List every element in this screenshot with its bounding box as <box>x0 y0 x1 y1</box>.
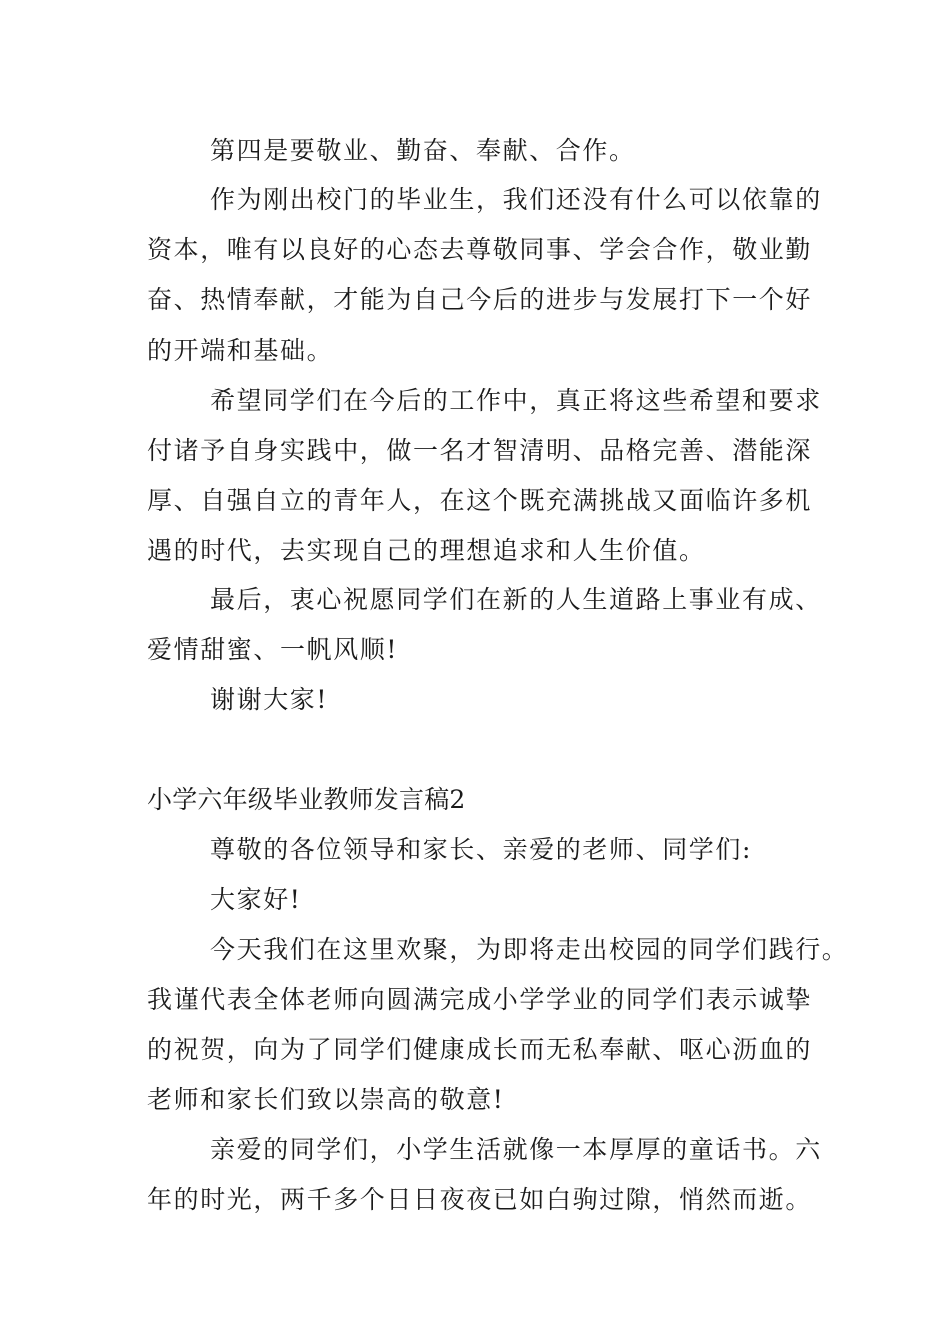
paragraph-line: 今天我们在这里欢聚，为即将走出校园的同学们践行。 <box>210 935 849 964</box>
greeting-line: 大家好! <box>210 885 302 914</box>
paragraph-line: 第四是要敬业、勤奋、奉献、合作。 <box>210 136 636 165</box>
paragraph-line: 付诸予自身实践中，做一名才智清明、品格完善、潜能深 <box>147 436 813 465</box>
paragraph-line: 遇的时代，去实现自己的理想追求和人生价值。 <box>147 536 706 565</box>
paragraph-line: 亲爱的同学们，小学生活就像一本厚厚的童话书。六 <box>210 1135 822 1164</box>
greeting-line: 尊敬的各位领导和家长、亲爱的老师、同学们: <box>210 835 753 864</box>
paragraph-line: 的开端和基础。 <box>147 336 334 365</box>
paragraph-line: 希望同学们在今后的工作中，真正将这些希望和要求 <box>210 386 822 415</box>
paragraph-line: 最后，衷心祝愿同学们在新的人生道路上事业有成、 <box>210 585 822 614</box>
section-heading: 小学六年级毕业教师发言稿2 <box>147 785 466 814</box>
paragraph-line: 厚、自强自立的青年人，在这个既充满挑战又面临许多机 <box>147 486 813 515</box>
paragraph-line: 的祝贺，向为了同学们健康成长而无私奉献、呕心沥血的 <box>147 1035 813 1064</box>
paragraph-line: 作为刚出校门的毕业生，我们还没有什么可以依靠的 <box>210 185 822 214</box>
paragraph-line: 爱情甜蜜、一帆风顺! <box>147 635 399 664</box>
paragraph-line: 年的时光，两千多个日日夜夜已如白驹过隙，悄然而逝。 <box>147 1185 813 1214</box>
paragraph-line: 老师和家长们致以崇高的敬意! <box>147 1085 505 1114</box>
paragraph-line: 谢谢大家! <box>210 685 329 714</box>
paragraph-line: 我谨代表全体老师向圆满完成小学学业的同学们表示诚挚 <box>147 985 813 1014</box>
paragraph-line: 奋、热情奉献，才能为自己今后的进步与发展打下一个好 <box>147 285 813 314</box>
paragraph-line: 资本，唯有以良好的心态去尊敬同事、学会合作，敬业勤 <box>147 235 813 264</box>
